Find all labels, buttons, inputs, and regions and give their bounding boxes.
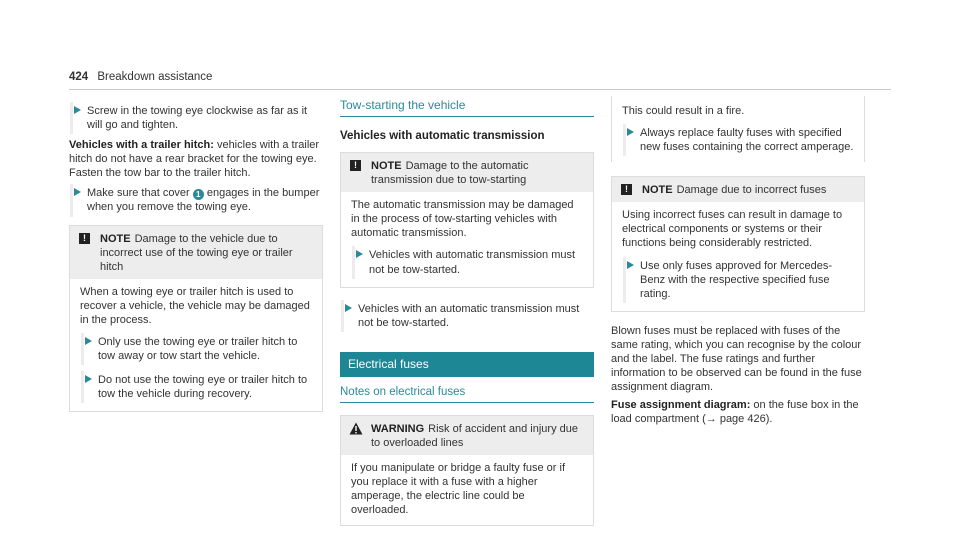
step-arrow-icon [356,250,363,258]
step-bar [81,371,84,403]
step-text: engages in the bumper when you remove the towing eye. [87,187,320,214]
note-step [80,371,314,403]
fuse-paragraph: Blown fuses must be replaced with fuses of the same rating, which you can recognise by the colour and the label. The fuse ratings and further information to be observed can be found in the fuse assignment diagram. [611,324,862,394]
step-screw-in [69,102,323,134]
step-arrow-icon [345,304,352,312]
step-text: Use only fuses approved for Mercedes-Benz with the respective specified fuse rating. [640,259,832,300]
warning-text: If you manipulate or bridge a faulty fuse or if you replace it with a fuse with a higher amperage, the electric line could be overloaded. [351,462,566,517]
note-header [341,153,593,192]
warning-text-continued: This could result in a fire. [622,105,745,117]
header-rule [69,89,891,90]
warning-heading: Risk of accident and injury due to overloaded lines [371,422,578,449]
note-label: NOTE [371,160,402,173]
fuse-diagram-label: Fuse assignment diagram: [611,399,751,412]
note-header [70,226,322,279]
exclamation-icon: ! [621,184,632,195]
note-step [80,333,314,365]
note-box [69,225,323,413]
warning-continuation [611,96,865,162]
note-heading: Damage to the vehicle due to incorrect use of the towing eye or trailer hitch [100,232,293,273]
note-heading: Damage due to incorrect fuses [676,184,827,197]
note-box [611,176,865,312]
step-arrow-icon [85,337,92,345]
step-bar [623,257,626,303]
warning-body [341,455,593,525]
exclamation-icon: ! [350,160,361,171]
note-text: When a towing eye or trailer hitch is used to recover a vehicle, the vehicle may be damaged in the process. [80,285,310,326]
note-header [612,177,864,202]
note-body [341,192,593,286]
subsection-title: Vehicles with automatic transmission [340,130,545,143]
step-text: Do not use the towing eye or trailer hitch to tow the vehicle during recovery. [98,374,308,401]
fuse-diagram-text: on the fuse box in the load compartment ( [611,399,859,426]
note-text: The automatic transmission may be damaged in the process of tow-starting vehicles with automatic transmission. [351,199,574,240]
step-text: Vehicles with an automatic transmission must not be tow-started. [358,302,580,329]
chapter-banner: Electrical fuses [340,352,594,377]
step-automatic [340,300,594,332]
warning-step [622,124,856,156]
note-box [340,152,594,288]
step-cover [69,184,323,216]
section-subtitle: Notes on electrical fuses [340,385,594,403]
step-text: Only use the towing eye or trailer hitch to tow away or tow start the vehicle. [98,336,298,363]
step-text: Vehicles with automatic transmission must not be tow-started. [369,249,576,276]
fuse-diagram-end: ). [765,413,773,426]
step-bar [81,333,84,365]
page-header [69,70,212,85]
note-step [622,257,856,303]
page-number: 424 [69,71,89,83]
step-bar [341,300,344,332]
step-bar [70,184,73,216]
note-step [351,246,585,278]
exclamation-icon: ! [79,233,90,244]
step-text: Always replace faulty fuses with specified new fuses containing the correct amperage. [640,127,854,154]
warning-header [341,416,593,455]
callout-number-icon: 1 [193,189,204,200]
step-bar [352,246,355,278]
warning-box [340,415,594,526]
column-2 [340,98,594,526]
note-heading: Damage to the automatic transmission due to tow-starting [371,160,529,187]
step-arrow-icon [627,128,634,136]
step-bar [70,102,73,134]
page-reference-link[interactable]: → page 426 [705,413,766,426]
step-bar [623,124,626,156]
fuse-diagram-paragraph [611,398,865,426]
column-1 [69,98,323,412]
warning-triangle-icon [349,422,363,439]
section-title: Tow-starting the vehicle [340,98,594,117]
note-body [612,202,864,310]
trailer-hitch-paragraph [69,138,323,180]
step-arrow-icon [74,188,81,196]
column-3 [611,98,865,430]
chapter-title: Breakdown assistance [97,71,213,83]
note-label: NOTE [642,184,673,197]
note-label: NOTE [100,232,131,245]
step-text: Screw in the towing eye clockwise as far as it will go and tighten. [87,105,308,132]
step-arrow-icon [85,375,92,383]
warning-label: WARNING [371,422,425,435]
step-arrow-icon [74,106,81,114]
step-text: Make sure that cover [87,187,193,200]
trailer-hitch-text: vehicles with a trailer hitch do not have a rear bracket for the towing eye. Fasten the tow bar to the trailer hitch. [69,139,320,180]
note-body [70,279,322,412]
step-arrow-icon [627,261,634,269]
note-text: Using incorrect fuses can result in damage to electrical components or systems or their functions being considerably restricted. [622,209,843,250]
trailer-hitch-label: Vehicles with a trailer hitch: [69,139,214,152]
